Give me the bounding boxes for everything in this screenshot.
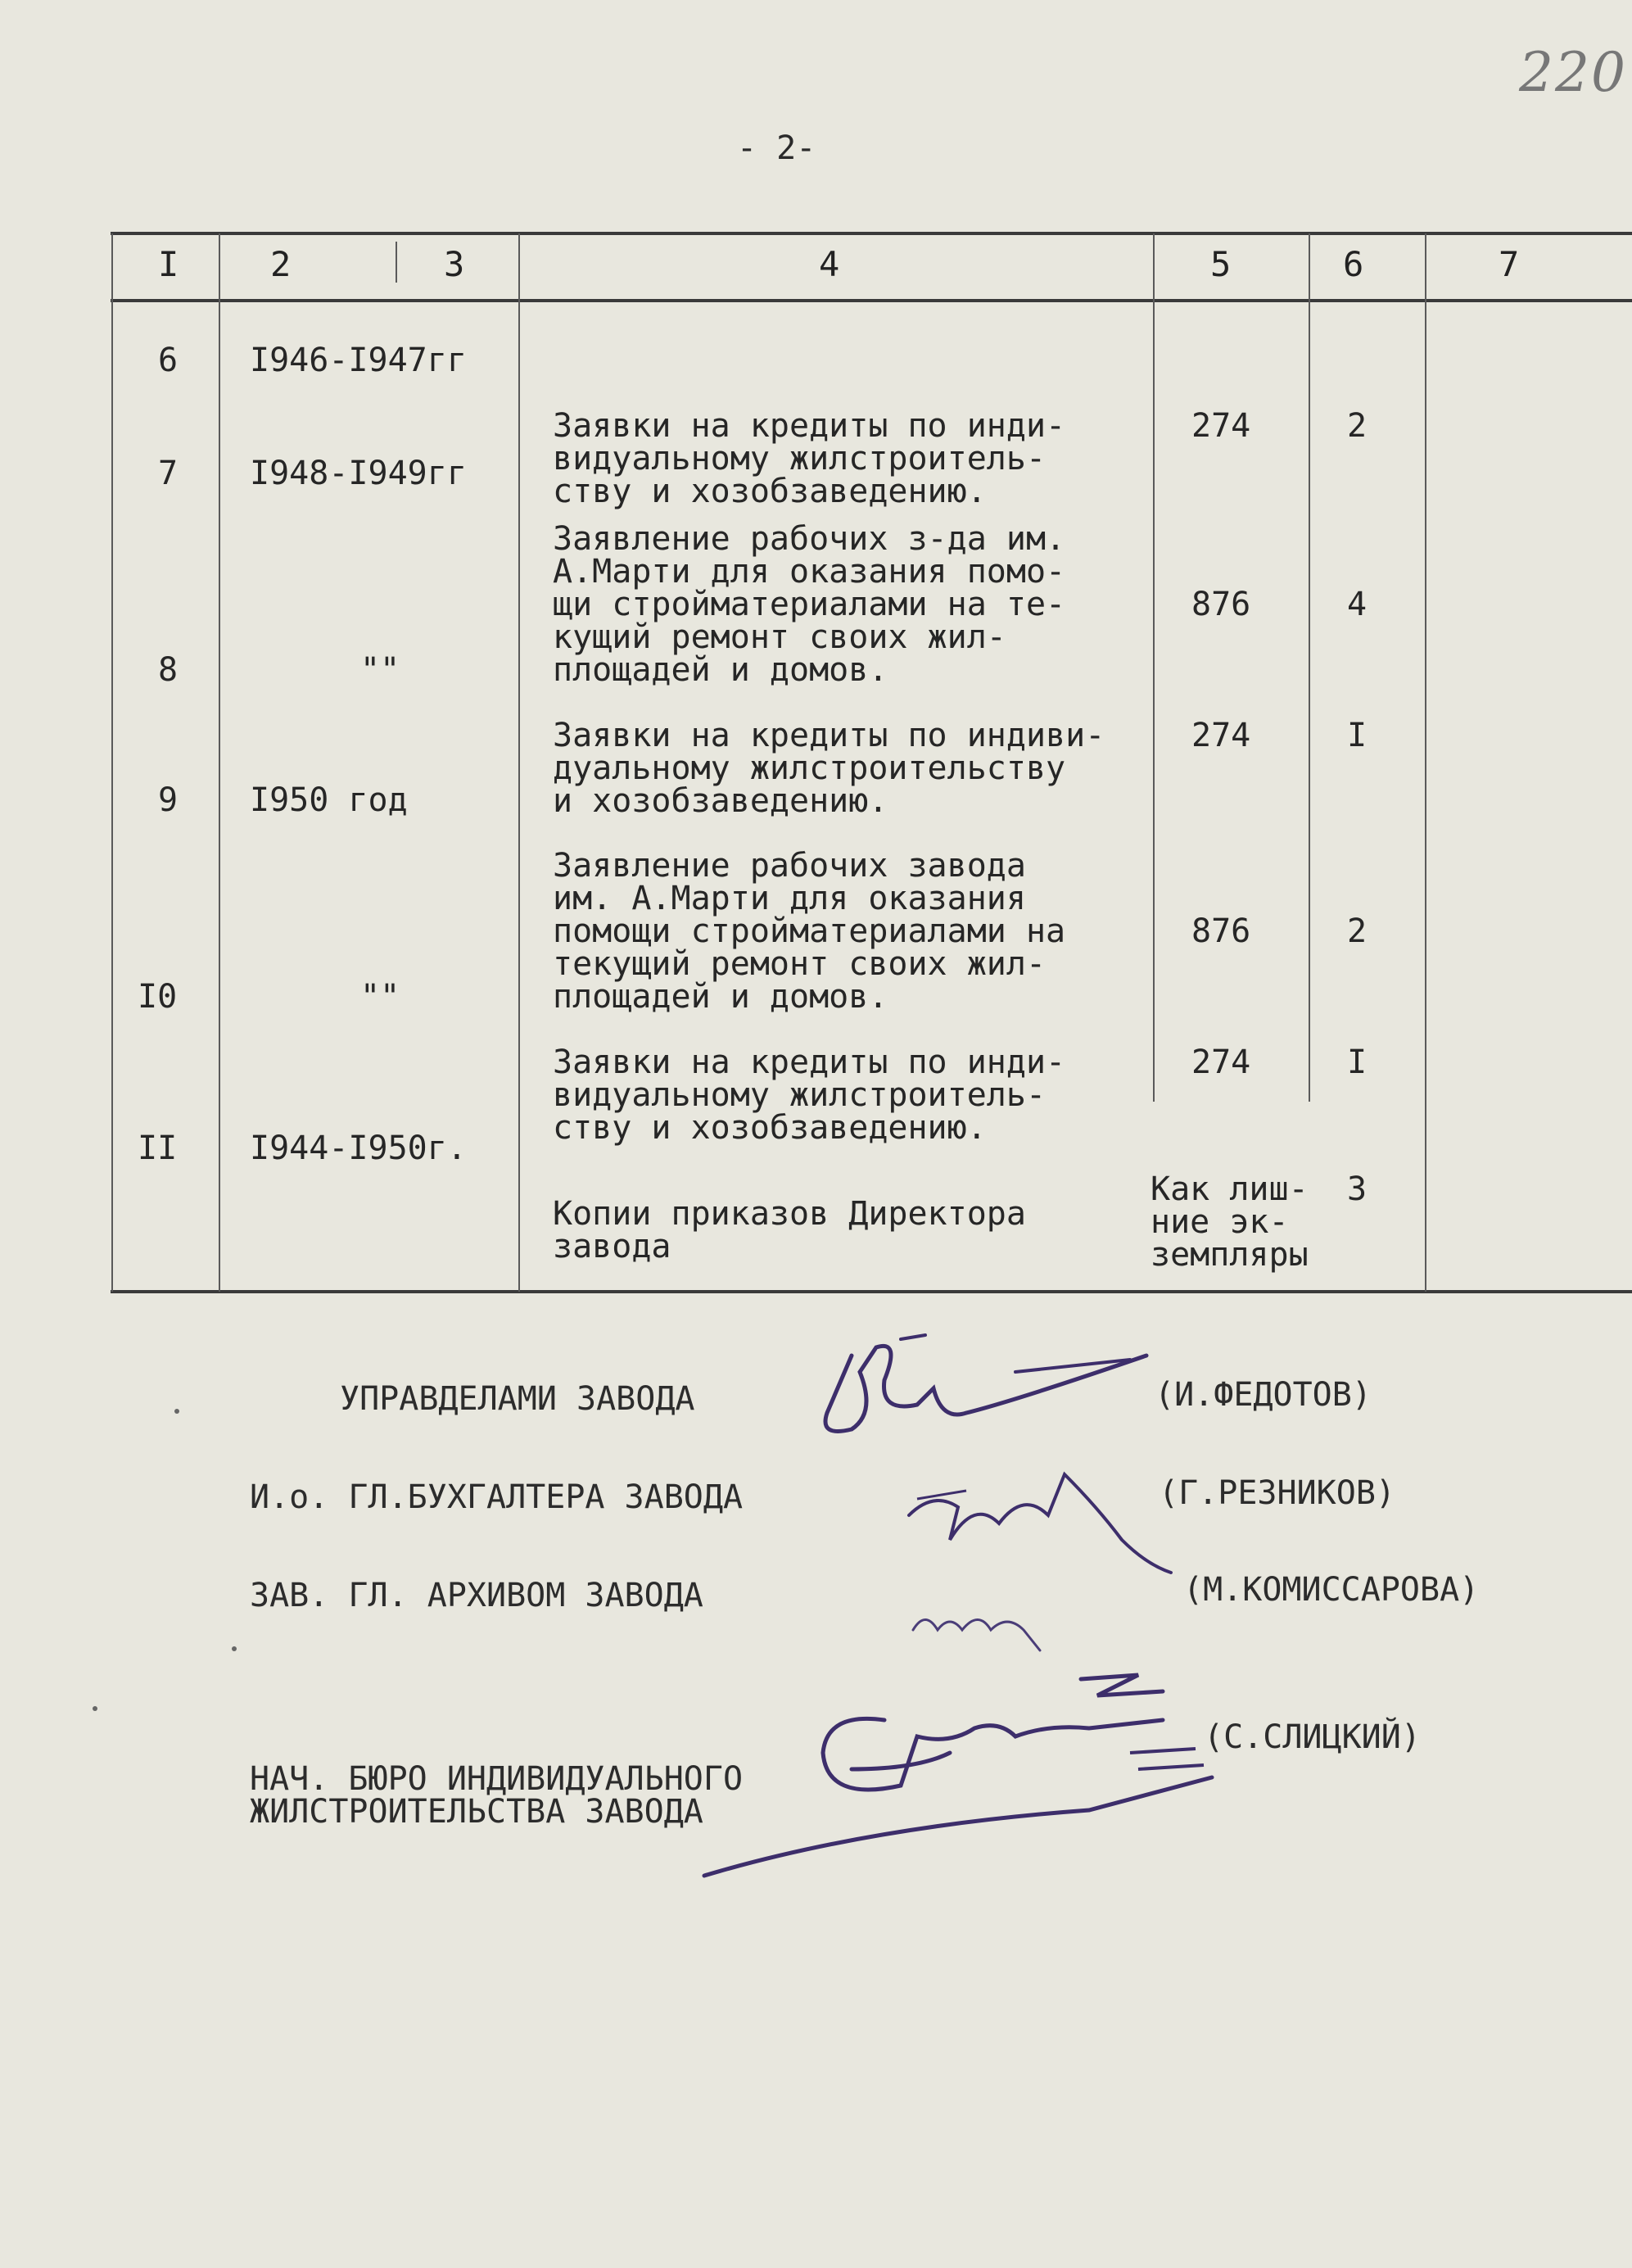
- table-col-divider-4: [518, 233, 520, 1292]
- table-col-divider-6: [1309, 233, 1310, 1102]
- signature-title-4: НАЧ. БЮРО ИНДИВИДУАЛЬНОГО ЖИЛСТРОИТЕЛЬСТВА ЗАВОДА: [250, 1760, 744, 1831]
- ink-speck: [174, 1409, 179, 1414]
- table-row-6-dates: I946-I947гг: [250, 342, 467, 379]
- col-header-7: 7: [1499, 244, 1520, 284]
- table-row-10-number: I0: [138, 978, 178, 1016]
- col-header-4: 4: [819, 244, 840, 284]
- table-row-6-description: Заявки на кредиты по инди- видуальному жилстроитель- ству и хозобзаведению.: [553, 407, 1066, 510]
- table-top-rule: [111, 232, 1632, 235]
- table-row-9-dates: I950 год: [250, 781, 408, 819]
- table-row-11-col5-note: Как лиш- ние эк- земпляры: [1151, 1170, 1309, 1274]
- signature-name-4: (С.СЛИЦКИЙ): [1204, 1718, 1421, 1756]
- table-row-8-description: Заявки на кредиты по индиви- дуальному жилстроительству и хозобзаведению.: [553, 717, 1105, 820]
- table-row-10-dates: "": [360, 978, 400, 1016]
- table-row-6-col6: 2: [1347, 407, 1368, 445]
- table-col-divider-3: [396, 242, 397, 283]
- table-row-9-description: Заявление рабочих завода им. А.Марти для оказания помощи стройматериалами на текущий ремонт своих жил- площадей и домов.: [553, 847, 1066, 1016]
- handwritten-signature-4: [704, 1646, 1277, 1892]
- table-row-11-col6: 3: [1347, 1170, 1368, 1208]
- table-row-7-col5: 876: [1191, 586, 1251, 623]
- table-row-8-number: 8: [158, 651, 179, 689]
- col-header-3: 3: [444, 244, 465, 284]
- signature-title-2: И.о. ГЛ.БУХГАЛТЕРА ЗАВОДА: [250, 1478, 744, 1516]
- table-row-8-dates: "": [360, 651, 400, 689]
- archive-sheet-number: 220: [1519, 41, 1627, 104]
- col-header-2: 2: [270, 244, 292, 284]
- handwritten-signature-2: [901, 1442, 1212, 1581]
- table-col-divider-7: [1425, 233, 1426, 1292]
- col-header-6: 6: [1343, 244, 1364, 284]
- signature-name-1: (И.ФЕДОТОВ): [1155, 1376, 1372, 1414]
- table-row-11-description: Копии приказов Директора завода: [553, 1195, 1026, 1265]
- table-row-10-col6: I: [1347, 1043, 1368, 1081]
- ink-speck: [93, 1706, 97, 1711]
- table-row-7-col6: 4: [1347, 586, 1368, 623]
- table-row-7-description: Заявление рабочих з-да им. А.Марти для оказания помо- щи стройматериалами на те- кущий ремонт своих жил- площадей и домов.: [553, 520, 1066, 689]
- table-row-8-col6: I: [1347, 717, 1368, 754]
- table-row-10-description: Заявки на кредиты по инди- видуальному жилстроитель- ству и хозобзаведению.: [553, 1043, 1066, 1147]
- table-header-rule: [111, 299, 1632, 302]
- ink-speck: [232, 1646, 237, 1651]
- col-header-5: 5: [1210, 244, 1232, 284]
- table-row-9-number: 9: [158, 781, 179, 819]
- table-col-divider-2: [219, 233, 220, 1292]
- table-row-7-number: 7: [158, 455, 179, 492]
- handwritten-signature-1: [802, 1323, 1163, 1454]
- table-row-7-dates: I948-I949гг: [250, 455, 467, 492]
- table-row-6-col5: 274: [1191, 407, 1251, 445]
- col-header-1: I: [158, 244, 179, 284]
- table-row-8-col5: 274: [1191, 717, 1251, 754]
- table-row-6-number: 6: [158, 342, 179, 379]
- signature-title-3: ЗАВ. ГЛ. АРХИВОМ ЗАВОДА: [250, 1577, 703, 1614]
- table-row-11-dates: I944-I950г.: [250, 1129, 467, 1167]
- table-row-9-col5: 876: [1191, 912, 1251, 950]
- table-row-10-col5: 274: [1191, 1043, 1251, 1081]
- signature-name-3: (М.КОМИССАРОВА): [1183, 1571, 1480, 1609]
- page-number: - 2-: [737, 129, 816, 167]
- table-col-divider-5: [1153, 233, 1155, 1102]
- signature-name-2: (Г.РЕЗНИКОВ): [1159, 1474, 1395, 1512]
- table-row-9-col6: 2: [1347, 912, 1368, 950]
- table-col-divider-1: [111, 233, 113, 1292]
- table-row-11-number: II: [138, 1129, 178, 1167]
- signature-title-1: УПРАВДЕЛАМИ ЗАВОДА: [340, 1380, 695, 1418]
